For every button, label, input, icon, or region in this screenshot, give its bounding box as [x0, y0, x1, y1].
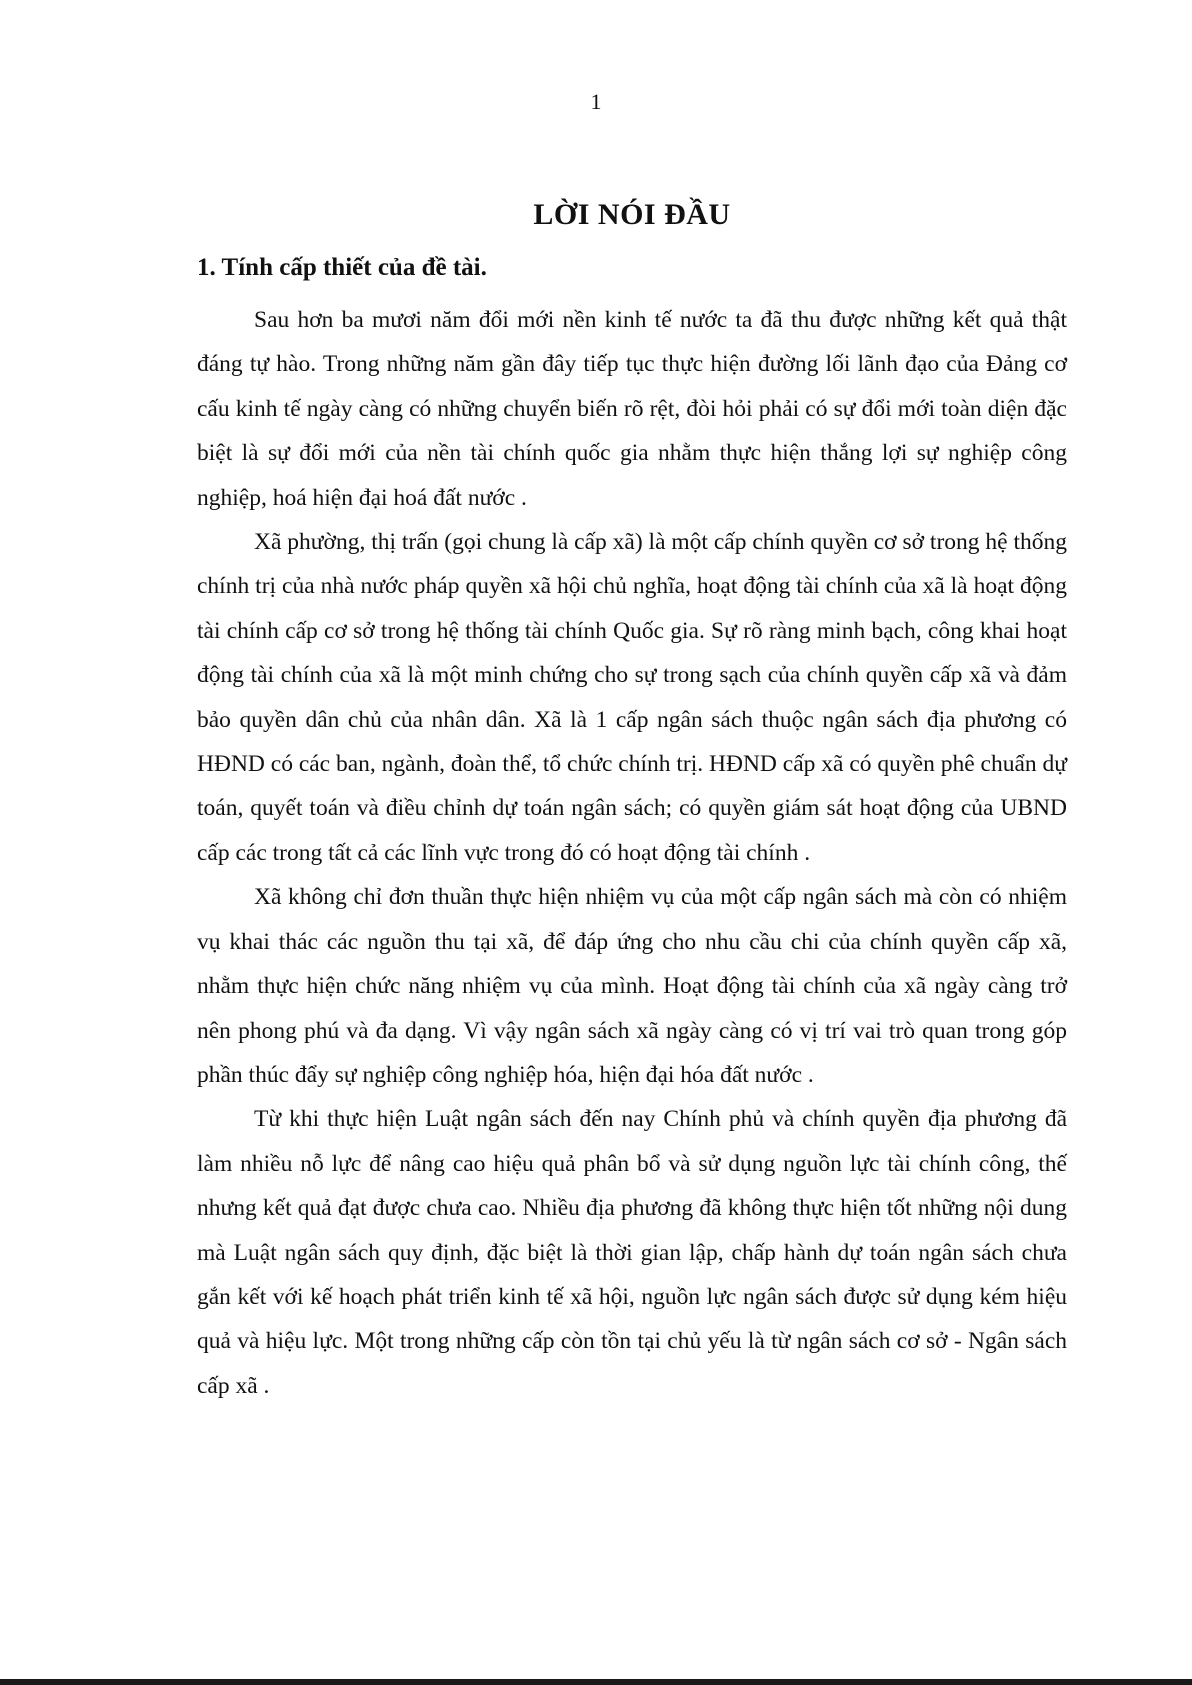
bottom-edge-rule [0, 1679, 1192, 1685]
paragraph-3: Xã không chỉ đơn thuần thực hiện nhiệm vụ của một cấp ngân sách mà còn có nhiệm vụ khai thác các nguồn thu tại xã, để đáp ứng cho nhu cầu chi của chính quyền cấp xã, nhằm thực hiện chức năng nhiệm vụ của mình. Hoạt động tài chính của xã ngày càng trở nên phong phú và đa dạng. Vì vậy ngân sách xã ngày càng có vị trí vai trò quan trong góp phần thúc đẩy sự nghiệp công nghiệp hóa, hiện đại hóa đất nước . [197, 884, 1067, 1088]
paragraph-4: Từ khi thực hiện Luật ngân sách đến nay Chính phủ và chính quyền địa phương đã làm nhiều nỗ lực để nâng cao hiệu quả phân bổ và sử dụng nguồn lực tài chính công, thế nhưng kết quả đạt được chưa cao. Nhiều địa phương đã không thực hiện tốt những nội dung mà Luật ngân sách quy định, đặc biệt là thời gian lập, chấp hành dự toán ngân sách chưa gắn kết với kế hoạch phát triển kinh tế xã hội, nguồn lực ngân sách được sử dụng kém hiệu quả và hiệu lực. Một trong những cấp còn tồn tại chủ yếu là từ ngân sách cơ sở - Ngân sách cấp xã . [197, 1106, 1067, 1399]
body-text [197, 298, 1067, 1408]
paragraph-1: Sau hơn ba mươi năm đổi mới nền kinh tế nước ta đã thu được những kết quả thật đáng tự hào. Trong những năm gần đây tiếp tục thực hiện đường lối lãnh đạo của Đảng cơ cấu kinh tế ngày càng có những chuyển biến rõ rệt, đòi hỏi phải có sự đổi mới toàn diện đặc biệt là sự đổi mới của nền tài chính quốc gia nhằm thực hiện thắng lợi sự nghiệp công nghiệp, hoá hiện đại hoá đất nước . [197, 307, 1067, 511]
page-title: LỜI NÓI ĐẦU [533, 198, 731, 231]
paragraph-2: Xã phường, thị trấn (gọi chung là cấp xã) là một cấp chính quyền cơ sở trong hệ thống chính trị của nhà nước pháp quyền xã hội chủ nghĩa, hoạt động tài chính của xã là hoạt động tài chính cấp cơ sở trong hệ thống tài chính Quốc gia. Sự rõ ràng minh bạch, công khai hoạt động tài chính của xã là một minh chứng cho sự trong sạch của chính quyền cấp xã và đảm bảo quyền dân chủ của nhân dân. Xã là 1 cấp ngân sách thuộc ngân sách địa phương có HĐND có các ban, ngành, đoàn thể, tổ chức chính trị. HĐND cấp xã có quyền phê chuẩn dự toán, quyết toán và điều chỉnh dự toán ngân sách; có quyền giám sát hoạt động của UBND cấp các trong tất cả các lĩnh vực trong đó có hoạt động tài chính . [197, 529, 1067, 866]
page-number: 1 [590, 89, 602, 114]
section-heading: 1. Tính cấp thiết của đề tài. [197, 254, 487, 281]
